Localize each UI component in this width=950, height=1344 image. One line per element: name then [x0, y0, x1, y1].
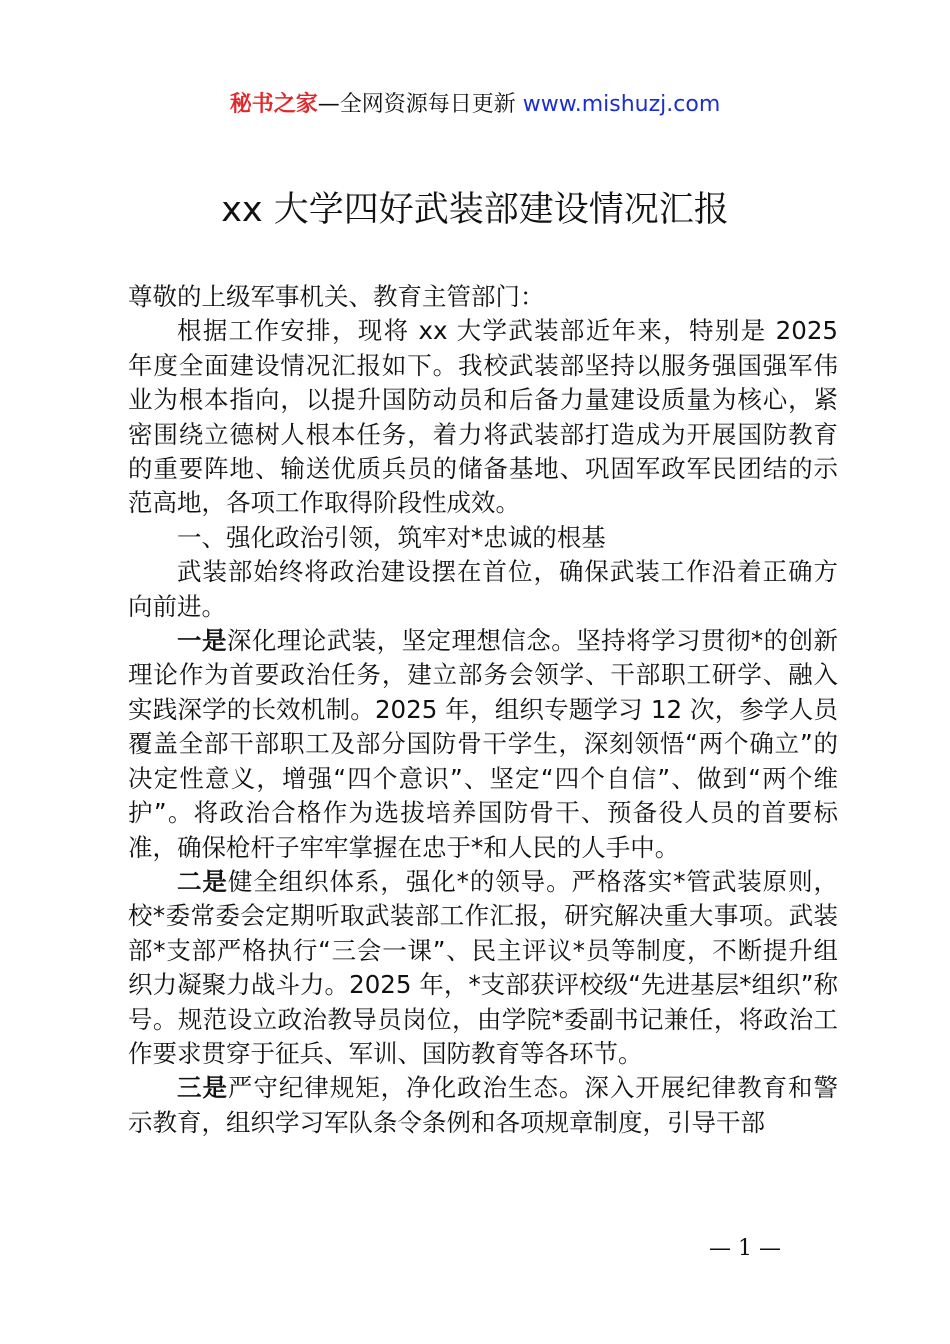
document-title: xx 大学四好武装部建设情况汇报 — [221, 190, 729, 230]
item-label: 一是 — [177, 626, 227, 656]
item-text: 深化理论武装，坚定理想信念。坚持将学习贯彻*的创新理论作为首要政治任务，建立部务会领学、干部职工研学、融入实践深学的长效机制。2025 年，组织专题学习 12 次，参学人员覆盖全部干部职工及部分国防骨干学生，深刻领悟“两个确立”的决定性意义，增强“四个意识”、坚定“四个自信”、做到“两个维护”。将政治合格作为选拔培养国防骨干、预备役人员的首要标准，确保枪杆子牢牢掌握在忠于*和人民的人手中。 — [128, 626, 838, 862]
section-lead-paragraph: 武装部始终将政治建设摆在首位，确保武装工作沿着正确方向前进。 — [128, 557, 838, 621]
site-tagline: —全网资源每日更新 — [317, 92, 516, 117]
page-number: — 1 — — [709, 1236, 781, 1261]
item-text: 严守纪律规矩，净化政治生态。深入开展纪律教育和警示教育，组织学习军队条令条例和各项规章制度，引导干部 — [128, 1073, 838, 1137]
salutation: 尊敬的上级军事机关、教育主管部门： — [128, 282, 545, 311]
site-brand: 秘书之家 — [229, 92, 318, 117]
section-heading: 一、强化政治引领，筑牢对*忠诚的根基 — [177, 522, 606, 552]
item-label: 二是 — [177, 866, 228, 896]
list-item — [128, 624, 838, 865]
intro-paragraph: 根据工作安排，现将 xx 大学武装部近年来，特别是 2025 年度全面建设情况汇报如下。我校武装部坚持以服务强国强军伟业为根本指向，以提升国防动员和后备力量建设质量为核心，紧密围绕立德树人根本任务，着力将武装部打造成为开展国防教育的重要阵地、输送优质兵员的储备基地、巩固军政军民团结的示范高地，各项工作取得阶段性成效。 — [128, 316, 838, 518]
document-body — [128, 280, 838, 1140]
site-header — [0, 88, 950, 122]
site-url-link[interactable]: www.mishuzj.com — [522, 92, 721, 117]
list-item — [128, 865, 838, 1071]
item-text: 健全组织体系，强化*的领导。严格落实*管武装原则，校*委常委会定期听取武装部工作汇报，研究解决重大事项。武装部*支部严格执行“三会一课”、民主评议*员等制度，不断提升组织力凝聚力战斗力。2025 年，*支部获评校级“先进基层*组织”称号。规范设立政治教导员岗位，由学院*委副书记兼任，将政治工作要求贯穿于征兵、军训、国防教育等各环节。 — [128, 866, 839, 1068]
item-label: 三是 — [177, 1073, 228, 1103]
list-item — [128, 1071, 838, 1140]
